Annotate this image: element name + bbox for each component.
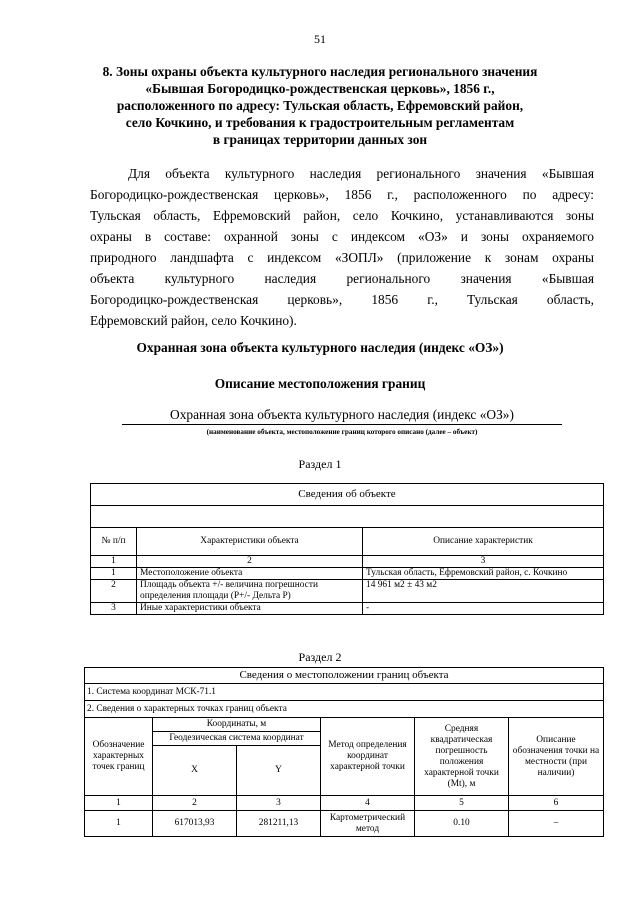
row-description: 14 961 м2 ± 43 м2 [363,580,604,603]
paragraph-line: Тульская область, Ефремовский район, село Кочкино, устанавливаются зоны [90,208,594,223]
object-info-table [90,483,604,615]
table-row [91,568,604,580]
col-num-header: № п/п [91,528,137,556]
paragraph-line: Ефремовский район, село Кочкино). [90,313,297,328]
heading-line: 8. Зоны охраны объекта культурного наследия регионального значения [102,64,538,79]
section-heading [70,63,570,148]
paragraph-line: охраны в составе: охранной зоны с индексом «ОЗ» и зоны охраняемого [90,229,594,244]
point-y: 281211,13 [237,811,321,837]
index-cell: 3 [363,556,604,568]
index-cell: 6 [509,796,604,811]
col-coords-header: Координаты, м [153,718,321,732]
object-caption: (наименование объекта, местоположение границ которого описано (далее – объект) [206,428,478,436]
section2-label: Раздел 2 [298,650,342,664]
paragraph-line: Богородицко-рождественская церковь», 1856 г., Тульская область, [90,292,594,307]
table-title: Сведения о местоположении границ объекта [85,668,604,684]
point-x: 617013,93 [153,811,237,837]
col-designation-header: Обозначение характерных точек границ [85,718,153,796]
col-method-header: Метод определения координат характерной точки [321,718,415,796]
point-error: 0.10 [415,811,509,837]
paragraph-line: объекта культурного наследия регионального значения «Бывшая [90,271,594,286]
col-error-header: Средняя квадратическая погрешность положения характерной точки (Mt), м [415,718,509,796]
row-characteristic: Иные характеристики объекта [137,603,363,615]
paragraph-line: Богородицко-рождественская церковь», 1856 г., расположенного по адресу: [90,187,594,202]
row-description: Тульская область, Ефремовский район, с. Кочкино [363,568,604,580]
row-description: - [363,603,604,615]
page-number: 51 [314,32,326,46]
col-y-header: Y [237,746,321,796]
section1-label: Раздел 1 [298,457,342,471]
index-cell: 4 [321,796,415,811]
row-characteristic: Местоположение объекта [137,568,363,580]
object-name: Охранная зона объекта культурного наследия (индекс «ОЗ») [170,407,514,422]
row-characteristic: Площадь объекта +/- величина погрешности определения площади (P+/- Дельта P) [137,580,363,603]
paragraph-line: природного ландшафта с индексом «ЗОПЛ» (приложение к зонам охраны [90,250,594,265]
point-marking: – [509,811,604,837]
index-cell: 1 [85,796,153,811]
row-number: 3 [91,603,137,615]
index-cell: 1 [91,556,137,568]
heading-line: в границах территории данных зон [212,132,428,147]
empty-row [91,506,604,528]
row-number: 1 [91,568,137,580]
coordinate-system: 1. Система координат МСК-71.1 [85,684,604,701]
col-desc-header: Описание характеристик [363,528,604,556]
point-method: Картометрический метод [321,811,415,837]
points-info: 2. Сведения о характерных точках границ объекта [85,701,604,718]
paragraph-line: Для объекта культурного наследия регионального значения «Бывшая [128,166,594,181]
table-row [91,603,604,615]
object-name-underline [122,424,562,425]
intro-paragraph [90,163,594,331]
col-marking-header: Описание обозначения точки на местности (при наличии) [509,718,604,796]
col-geodetic-header: Геодезическая система координат [153,732,321,746]
index-cell: 3 [237,796,321,811]
row-number: 2 [91,580,137,603]
heading-line: село Кочкино, и требования к градостроительным регламентам [125,115,515,130]
boundary-points-table [84,667,604,837]
col-char-header: Характеристики объекта [137,528,363,556]
table-title: Сведения об объекте [91,484,604,506]
index-cell: 2 [153,796,237,811]
zone-subheading: Охранная зона объекта культурного наследия (индекс «ОЗ») [136,340,504,355]
heading-line: «Бывшая Богородицко-рождественская церковь», 1856 г., [145,81,495,96]
heading-line: расположенного по адресу: Тульская область, Ефремовский район, [116,98,524,113]
index-cell: 5 [415,796,509,811]
point-designation: 1 [85,811,153,837]
table-row [91,580,604,603]
description-subheading: Описание местоположения границ [214,376,426,391]
index-cell: 2 [137,556,363,568]
col-x-header: X [153,746,237,796]
table-row [85,811,604,837]
